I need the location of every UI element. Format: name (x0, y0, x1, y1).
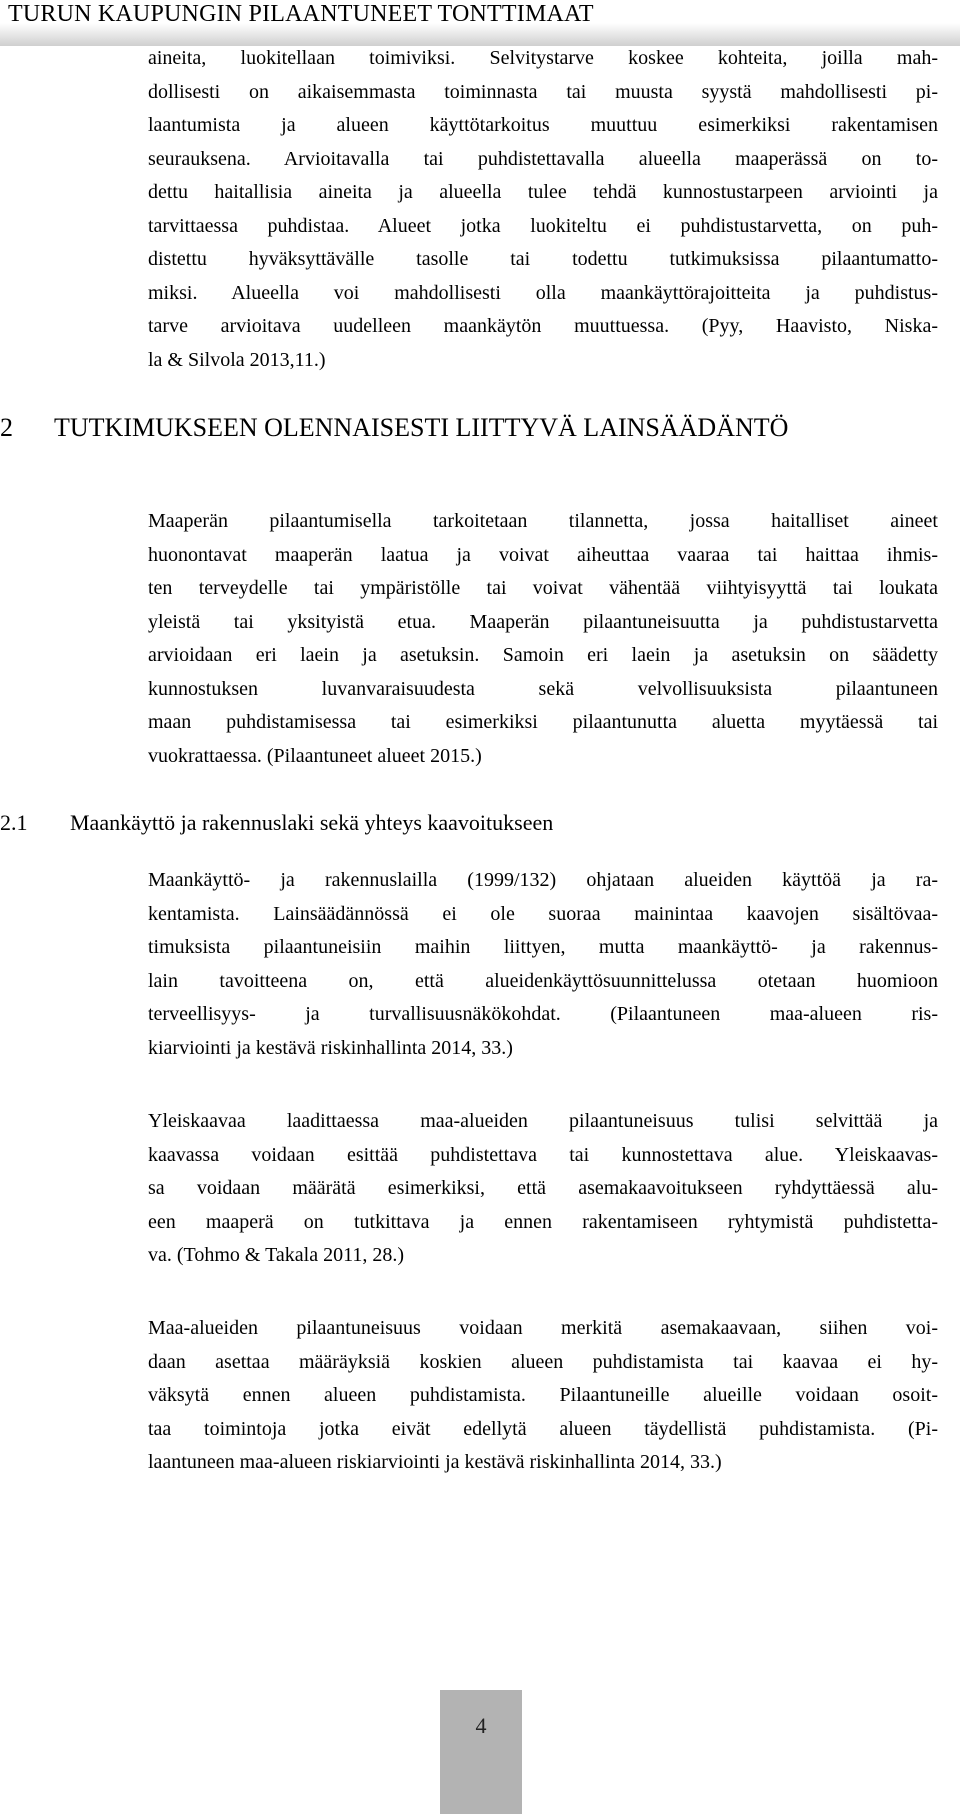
subsection-number: 2.1 (0, 810, 28, 835)
text-line: Maankäyttö- ja rakennuslailla (1999/132) ohjataan alueiden käyttöä ja ra- (148, 869, 938, 891)
text-line: distettu hyväksyttävälle tasolle tai todettu tutkimuksissa pilaantumatto- (148, 248, 938, 270)
text-line: dettu haitallisia aineita ja alueella tulee tehdä kunnostustarpeen arviointi ja (148, 181, 938, 203)
subsection-title: Maankäyttö ja rakennuslaki sekä yhteys kaavoitukseen (70, 810, 554, 835)
paragraph-soil-pollution (148, 505, 938, 773)
text-line: va. (Tohmo & Takala 2011, 28.) (148, 1244, 405, 1266)
text-line: een maaperä on tutkittava ja ennen rakentamiseen ryhtymistä puhdistetta- (148, 1210, 938, 1233)
text-line: arvioidaan eri laein ja asetuksin. Samoin eri laein ja asetuksin on säädetty (148, 644, 938, 666)
text-line: kunnostuksen luvanvaraisuudesta sekä velvollisuuksista pilaantuneen (148, 677, 938, 700)
paragraph-detailed-plan (148, 1312, 938, 1480)
paragraph-master-plan (148, 1105, 938, 1273)
text-line: taa toimintoja jotka eivät edellytä alueen täydellistä puhdistamista. (Pi- (148, 1417, 938, 1440)
text-line: maan puhdistamisessa tai esimerkiksi pilaantunutta aluetta myytäessä tai (148, 711, 938, 733)
text-line: Maa-alueiden pilaantuneisuus voidaan merkitä asemakaavaan, siihen voi- (148, 1317, 938, 1339)
paragraph-land-use-act (148, 864, 938, 1065)
text-line: vuokrattaessa. (Pilaantuneet alueet 2015.) (148, 744, 482, 767)
text-line: yleistä tai yksityistä etua. Maaperän pilaantuneisuutta ja puhdistustarvetta (148, 610, 938, 633)
text-line: kiarviointi ja kestävä riskinhallinta 2014, 33.) (148, 1036, 513, 1059)
text-line: miksi. Alueella voi mahdollisesti olla maankäyttörajoitteita ja puhdistus- (148, 281, 938, 304)
section-number: 2 (0, 413, 13, 442)
text-line: sa voidaan määrätä esimerkiksi, että asemakaavoitukseen ryhdyttäessä alu- (148, 1177, 938, 1199)
text-line: väksytä ennen alueen puhdistamista. Pilaantuneille alueille voidaan osoit- (148, 1384, 938, 1406)
text-line: tarve arvioitava uudelleen maankäytön muuttuessa. (Pyy, Haavisto, Niska- (148, 315, 938, 337)
text-line: Yleiskaavaa laadittaessa maa-alueiden pilaantuneisuus tulisi selvittää ja (148, 1110, 938, 1132)
text-line: la & Silvola 2013,11.) (148, 348, 326, 371)
text-line: lain tavoitteena on, että alueidenkäyttösuunnittelussa otetaan huomioon (148, 969, 938, 992)
text-line: terveellisyys- ja turvallisuusnäkökohdat. (Pilaantuneen maa-alueen ris- (148, 1003, 938, 1025)
text-line: laantumista ja alueen käyttötarkoitus muuttuu esimerkiksi rakentamisen (148, 114, 938, 136)
text-line: aineita, luokitellaan toimiviksi. Selvitystarve koskee kohteita, joilla mah- (148, 47, 938, 69)
text-line: seurauksena. Arvioitavalla tai puhdistettavalla alueella maaperässä on to- (148, 147, 938, 170)
text-line: huonontavat maaperän laatua ja voivat aiheuttaa vaaraa tai haittaa ihmis- (148, 543, 938, 566)
running-header (0, 0, 960, 46)
text-line: ten terveydelle tai ympäristölle tai voivat vähentää viihtyisyyttä tai loukata (148, 577, 938, 599)
header-title: TURUN KAUPUNGIN PILAANTUNEET TONTTIMAAT (8, 1, 594, 27)
text-line: Maaperän pilaantumisella tarkoitetaan tilannetta, jossa haitalliset aineet (148, 510, 938, 532)
page-number-box (440, 1690, 522, 1814)
text-line: laantuneen maa-alueen riskiarviointi ja kestävä riskinhallinta 2014, 33.) (148, 1451, 722, 1473)
text-line: dollisesti on aikaisemmasta toiminnasta tai muusta syystä mahdollisesti pi- (148, 80, 938, 103)
text-line: daan asettaa määräyksiä koskien alueen puhdistamista tai kaavaa ei hy- (148, 1350, 938, 1373)
text-line: tarvittaessa puhdistaa. Alueet jotka luokiteltu ei puhdistustarvetta, on puh- (148, 214, 938, 237)
text-line: kentamista. Lainsäädännössä ei ole suoraa mainintaa kaavojen sisältövaa- (148, 902, 938, 925)
page-number: 4 (475, 1713, 487, 1738)
paragraph-intro (148, 42, 938, 377)
text-line: kaavassa voidaan esittää puhdistettava tai kunnostettava alue. Yleiskaavas- (148, 1143, 938, 1166)
text-line: timuksista pilaantuneisiin maihin liittyen, mutta maankäyttö- ja rakennus- (148, 936, 938, 958)
section-title: TUTKIMUKSEEN OLENNAISESTI LIITTYVÄ LAINSÄÄDÄNTÖ (54, 413, 789, 442)
